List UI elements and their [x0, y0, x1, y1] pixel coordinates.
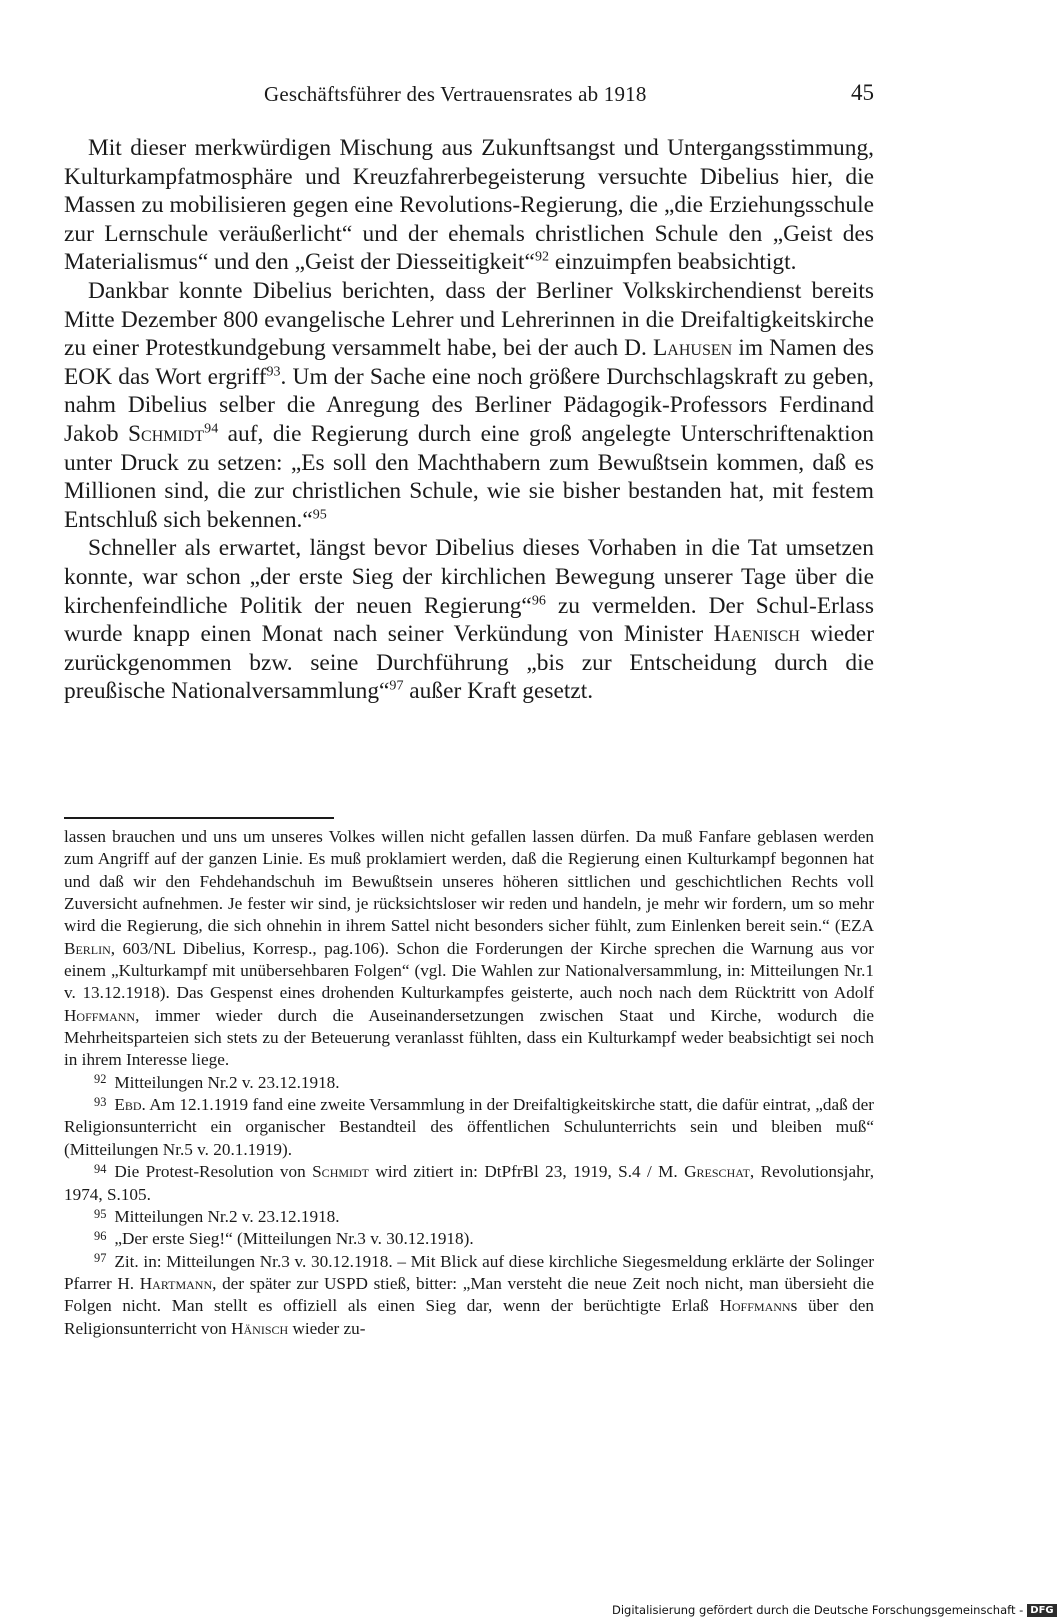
person-name: Haenisch: [713, 621, 800, 648]
footnote-96: $^{96}$ „Der erste Sieg!“ (Mitteilungen Nr.3 v. 30.12.1918).: [94, 1228, 474, 1249]
person-name: Schmidt: [128, 420, 205, 447]
person-name: Lahusen: [653, 335, 733, 362]
paragraph: Mit dieser merkwürdigen Mischung aus Zukunftsangst und Untergangsstimmung, Kulturkampfatmosphäre und Kreuzfahrerbegeisterung versuchte Dibelius hier, die Massen zu mobilisieren gegen eine Revolutions-Regierung, die „die Erziehungsschule zur Lernschule veräußerlicht“ und der ehemals christlichen Schule den „Geist des Materialismus“ und den „Geist der Diesseitigkeit“$^{92}$ einzuimpfen beabsichtigt.: [64, 135, 874, 276]
footnote-number: 94: [94, 1161, 107, 1176]
footnote-92: $^{92}$ Mitteilungen Nr.2 v. 23.12.1918.: [94, 1072, 340, 1092]
footnote-continuation: lassen brauchen und uns um unseres Volkes willen nicht gefallen lassen dürfen. Da muß Fanfare geblasen werden zum Angriff auf der ganzen Linie. Es muß proklamiert werden, daß die Regierung einen Kulturkampf begonnen hat und daß wir den Fehdehandschuh im Bewußtsein unseres höheren sittlichen und geschichtlichen Rechts voll Zuversicht aufnehmen. Je fester wir sind, je rücksichtsloser wir reden und handeln, je mehr wir fordern, um so mehr wird die Regierung, die sich ohnehin in ihrem Sattel nicht besonders sicher fühlt, zum Einlenken bereit sein.“ (EZA Berlin, 603/NL Dibelius, Korresp., pag.106). Schon die Forderungen der Kirche sprechen die Warnung aus vor einem „Kulturkampf mit unübersehbaren Folgen“ (vgl. Die Wahlen zur Nationalversammlung, in: Mitteilungen Nr.1 v. 13.12.1918). Das Gespenst eines drohenden Kulturkampfes geisterte, auch noch nach dem Rücktritt von Adolf Hoffmann, immer wieder durch die Auseinandersetzungen zwischen Staat und Kirche, wodurch die Mehrheitsparteien sich stets zu der Beteuerung veranlasst fühlten, dass ein Kulturkampf weder beabsichtigt sei noch in ihrem Interesse liege.: [64, 827, 874, 1070]
footnote-ref: 96: [531, 592, 546, 609]
footnote-number: 97: [94, 1251, 107, 1266]
footnote-97: $^{97}$ Zit. in: Mitteilungen Nr.3 v. 30.12.1918. – Mit Blick auf diese kirchliche Siegesmeldung erklärte der Solinger Pfarrer H. Hartmann, der später zur USPD stieß, bitter: „Man versteht die neue Zeit noch nicht, man übersieht die Folgen nicht. Man stellt es offiziell als einen Sieg dar, wenn der berüchtigte Erlaß Hoffmanns über den Religionsunterricht von Hänisch wieder zu-: [64, 1251, 874, 1338]
footnote-ref: 97: [389, 677, 404, 694]
page-number: 45: [851, 80, 874, 105]
footnote-number: 95: [94, 1206, 107, 1221]
running-header: [64, 80, 874, 110]
footnote-93: $^{93}$ Ebd. Am 12.1.1919 fand eine zweite Versammlung in der Dreifaltigkeitskirche statt, die dafür eintrat, „daß der Religionsunterricht ein organischer Bestandteil des öffentlichen Schulunterrichts sein und bleiben muß“ (Mitteilungen Nr.5 v. 20.1.1919).: [64, 1094, 874, 1159]
footnote-number: 92: [94, 1072, 107, 1087]
footnote-ref: 95: [312, 506, 327, 523]
footnote-ref: 93: [266, 363, 281, 380]
footnote-ref: 92: [534, 248, 549, 265]
footnote-rule: [64, 817, 334, 819]
digitization-credit: [612, 1603, 1057, 1621]
dfg-logo: DFG: [1027, 1604, 1056, 1617]
running-title: Geschäftsführer des Vertrauensrates ab 1918: [264, 82, 647, 106]
footnote-number: 93: [94, 1094, 107, 1109]
footnote-95: $^{95}$ Mitteilungen Nr.2 v. 23.12.1918.: [94, 1206, 340, 1226]
footnote-number: 96: [94, 1228, 107, 1243]
footnotes: [64, 826, 874, 1340]
main-text: [64, 134, 874, 706]
paragraph: Schneller als erwartet, längst bevor Dibelius dieses Vorhaben in die Tat umsetzen konnte, war schon „der erste Sieg der kirchlichen Bewegung unserer Tage über die kirchenfeindliche Politik der neuen Regierung“$^{96}$ zu vermelden. Der Schul-Erlass wurde knapp einen Monat nach seiner Verkündung von Minister Haenisch wieder zurückgenommen bzw. seine Durchführung „bis zur Entscheidung durch die preußische Nationalversammlung“$^{97}$ außer Kraft gesetzt.: [64, 535, 874, 705]
footnote-ref: 94: [204, 420, 219, 437]
credit-text: Digitalisierung gefördert durch die Deutsche Forschungsgemeinschaft -: [612, 1603, 1024, 1617]
paragraph: Dankbar konnte Dibelius berichten, dass der Berliner Volkskirchendienst bereits Mitte Dezember 800 evangelische Lehrer und Lehrerinnen in die Dreifaltigkeitskirche zu einer Protestkundgebung versammelt habe, bei der auch D. Lahusen im Namen des EOK das Wort ergriff$^{93}$. Um der Sache eine noch größere Durchschlagskraft zu geben, nahm Dibelius selber die Anregung des Berliner Pädagogik-Professors Ferdinand Jakob Schmidt$^{94}$ auf, die Regierung durch eine groß angelegte Unterschriftenaktion unter Druck zu setzen: „Es soll den Machthabern zum Bewußtsein kommen, daß es Millionen sind, die zur christlichen Schule, wie sie bisher bestanden hat, mit festem Entschluß sich bekennen.“$^{95}$: [64, 277, 874, 533]
footnote-94: $^{94}$ Die Protest-Resolution von Schmidt wird zitiert in: DtPfrBl 23, 1919, S.4 / M. Greschat, Revolutionsjahr, 1974, S.105.: [64, 1161, 875, 1204]
